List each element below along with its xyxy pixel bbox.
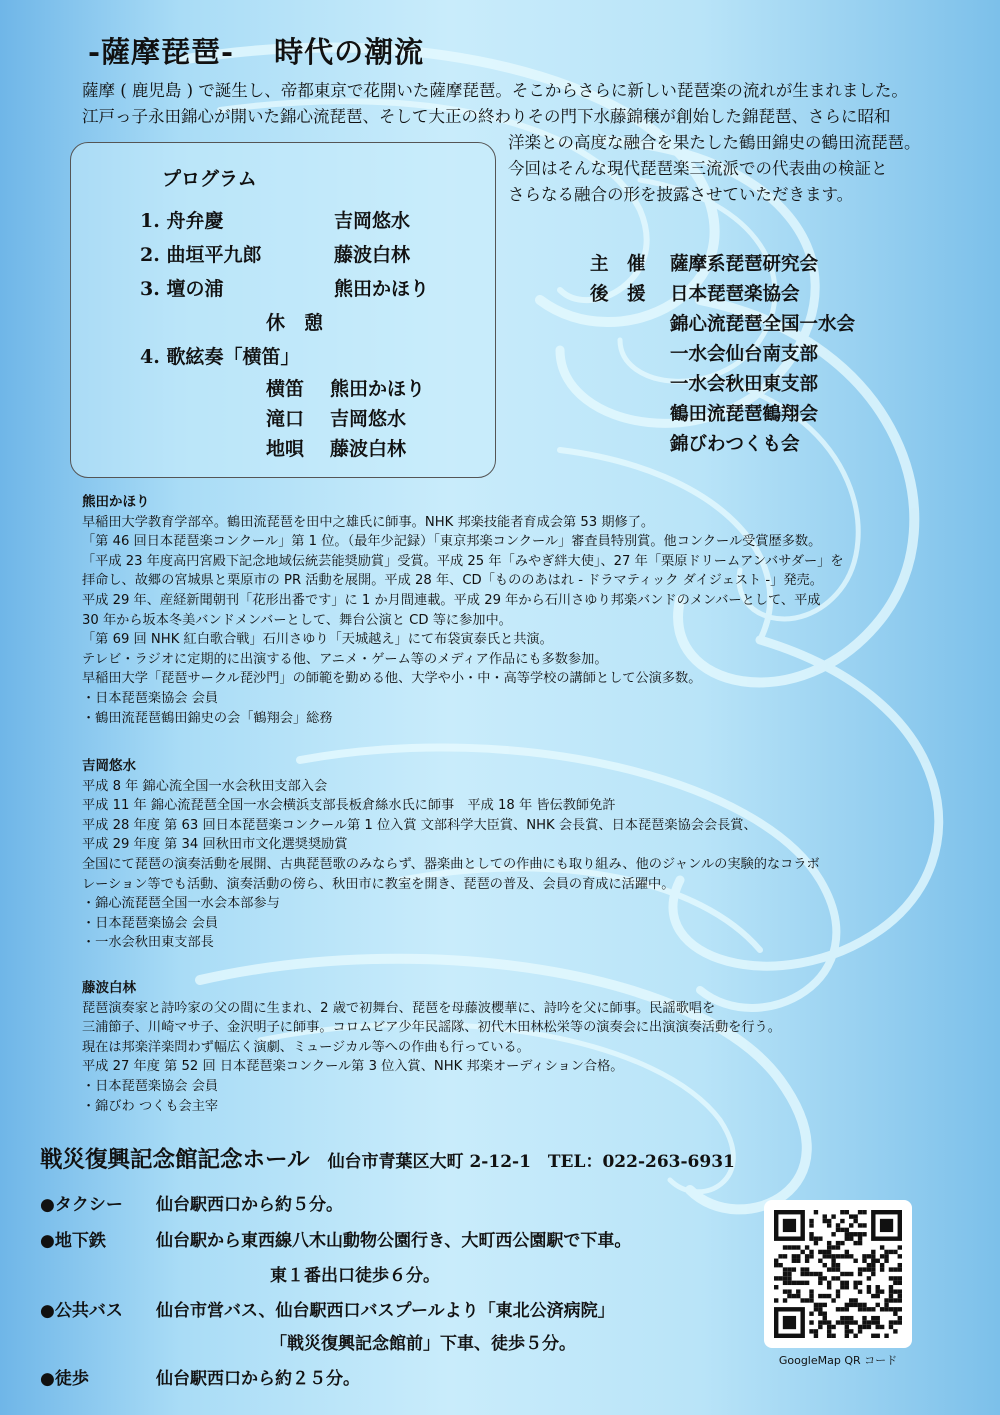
program-item: [140, 240, 261, 267]
bio-line: テレビ・ラジオに定期的に出演する他、アニメ・ゲーム等のメディア作品にも多数参加。: [82, 651, 608, 667]
bio-line: 早稲田大学教育学部卒。鶴田流琵琶を田中之雄氏に師事。NHK 邦楽技能者育成会第 53 期修了。: [82, 514, 655, 530]
bio-section: [82, 757, 820, 953]
bio-line: 平成 28 年度 第 63 回日本琵琶楽コンクール第 1 位入賞 文部科学大臣賞、NHK 会長賞、日本琵琶楽協会会長賞、: [82, 817, 757, 833]
sponsor-item: 一水会仙台南支部: [670, 344, 819, 365]
program-cast-name: 熊田かほり: [330, 378, 426, 400]
qr-code[interactable]: [764, 1200, 912, 1348]
bio-line: 30 年から坂本冬美バンドメンバーとして、舞台公演と CD 等に参加中。: [82, 612, 512, 628]
bio-line: 平成 29 年度 第 34 回秋田市文化選奨奨励賞: [82, 837, 348, 853]
program-break: 休 憩: [266, 312, 324, 334]
access-text-cont: 東１番出口徒歩６分。: [270, 1266, 440, 1286]
bio-line: ・日本琵琶楽協会 会員: [82, 1078, 219, 1094]
intro-line: 江戸っ子永田錦心が開いた錦心流琵琶、そして大正の終わりその門下水藤錦穣が創始した錦琵琶、さらに昭和: [82, 107, 891, 126]
bio-line: 「平成 23 年度高円宮殿下記念地域伝統芸能奨励賞」受賞。平成 25 年「みやぎ絆大使」、27 年「栗原ドリームアンバサダー」を: [82, 553, 844, 569]
bio-line: ・錦びわ つくも会主宰: [82, 1098, 219, 1114]
bio-section: [82, 493, 844, 728]
sponsor-label: 後 援: [590, 284, 646, 305]
program-item-performer: 熊田かほり: [334, 278, 430, 300]
access-text: 仙台市営バス、仙台駅西口バスプールより「東北公済病院」: [156, 1301, 615, 1321]
bio-line: 三浦節子、川崎マサ子、金沢明子に師事。コロムビア少年民謡隊、初代木田林松栄等の演奏会に出演演奏活動を行う。: [82, 1020, 781, 1036]
program-item-no: 4.: [140, 346, 160, 368]
venue-heading: [40, 1142, 735, 1174]
bio-line: 全国にて琵琶の演奏活動を展開、古典琵琶歌のみならず、器楽曲としての作曲にも取り組み、他のジャンルの実験的なコラボ: [82, 856, 820, 872]
sponsor-item: 一水会秋田東支部: [670, 374, 819, 395]
bio-line: ・一水会秋田東支部長: [82, 935, 214, 951]
access-item: [40, 1190, 343, 1215]
sponsor-item: 錦びわつくも会: [670, 434, 800, 455]
bio-line: 現在は邦楽洋楽問わず幅広く演劇、ミュージカル等への作曲も行っている。: [82, 1039, 530, 1055]
access-item: [40, 1296, 615, 1321]
program-item: [140, 274, 223, 301]
program-item-title: 歌絃奏「横笛」: [166, 346, 300, 368]
access-label: ●タクシー: [40, 1195, 123, 1215]
program-item-no: 2.: [140, 244, 160, 266]
bio-name: 吉岡悠水: [82, 758, 136, 774]
bio-line: ・日本琵琶楽協会 会員: [82, 915, 219, 931]
page-title: [88, 30, 424, 71]
qr-code-icon: [764, 1200, 912, 1348]
bio-line: 琵琶演奏家と詩吟家の父の間に生まれ、2 歳で初舞台、琵琶を母藤波櫻華に、詩吟を父に師事。民謡歌唱を: [82, 1000, 716, 1016]
access-text: 仙台駅西口から約２５分。: [156, 1369, 360, 1389]
program-item-no: 1.: [140, 210, 160, 232]
program-item-no: 3.: [140, 278, 160, 300]
bio-line: 早稲田大学「琵琶サークル琵沙門」の師範を勤める他、大学や小・中・高等学校の講師として公演多数。: [82, 671, 702, 687]
intro-line: さらなる融合の形を披露させていただきます。: [508, 185, 854, 204]
access-text-cont: 「戦災復興記念館前」下車、徒歩５分。: [270, 1334, 576, 1354]
program-item: [140, 206, 223, 233]
bio-line: 平成 8 年 錦心流全国一水会秋田支部入会: [82, 778, 328, 794]
bio-line: ・日本琵琶楽協会 会員: [82, 690, 219, 706]
bio-name: 熊田かほり: [82, 494, 150, 510]
program-item: [140, 342, 299, 369]
bio-line: 平成 11 年 錦心流琵琶全国一水会横浜支部長板倉絲水氏に師事 平成 18 年 皆伝教師免許: [82, 798, 616, 814]
bio-line: ・鶴田流琵琶鶴田錦史の会「鶴翔会」総務: [82, 710, 333, 726]
access-label: ●公共バス: [40, 1301, 123, 1321]
program-cast-name: 藤波白林: [330, 438, 407, 460]
qr-caption: GoogleMap QR コード: [778, 1354, 898, 1367]
program-cast-role: 横笛: [266, 378, 305, 400]
intro-line: 今回はそんな現代琵琶楽三流派での代表曲の検証と: [508, 159, 888, 178]
program-heading: プログラム: [162, 168, 257, 190]
sponsor-item: 日本琵琶楽協会: [670, 284, 800, 305]
bio-name: 藤波白林: [82, 980, 136, 996]
bio-line: 平成 27 年度 第 52 回 日本琵琶楽コンクール第 3 位入賞、NHK 邦楽オーディション合格。: [82, 1059, 624, 1075]
access-label: ●地下鉄: [40, 1231, 106, 1251]
bio-line: 平成 29 年、産経新聞朝刊「花形出番です」に 1 か月間連載。平成 29 年から石川さゆり邦楽バンドのメンバーとして、平成: [82, 592, 821, 608]
program-item-title: 曲垣平九郎: [166, 244, 262, 266]
organizer-row: [590, 250, 646, 276]
program-item-performer: 吉岡悠水: [334, 210, 411, 232]
access-item: [40, 1364, 360, 1389]
access-item: [40, 1226, 631, 1251]
venue-address: 仙台市青葉区大町 2-12-1 TEL：022-263-6931: [327, 1152, 735, 1172]
venue-name: 戦災復興記念館記念ホール: [40, 1147, 310, 1173]
intro-line: 薩摩 ( 鹿児島 ) で誕生し、帝都東京で花開いた薩摩琵琶。そこからさらに新しい琵琶楽の流れが生まれました。: [82, 81, 908, 100]
program-cast-name: 吉岡悠水: [330, 408, 407, 430]
bio-line: ・錦心流琵琶全国一水会本部参与: [82, 896, 280, 912]
access-label: ●徒歩: [40, 1369, 89, 1389]
intro-line: 洋楽との高度な融合を果たした鶴田錦史の鶴田流琵琶。: [508, 133, 921, 152]
organizer-label: 主 催: [590, 254, 646, 275]
bio-line: 拝命し、故郷の宮城県と栗原市の PR 活動を展開。平成 28 年、CD「もののあはれ - ドラマティック ダイジェスト -」発売。: [82, 573, 823, 589]
sponsor-item: 鶴田流琵琶鶴翔会: [670, 404, 819, 425]
title-sub: 時代の潮流: [274, 35, 425, 69]
program-cast-role: 地唄: [266, 438, 305, 460]
bio-section: [82, 979, 781, 1116]
bio-line: レーション等でも活動、演奏活動の傍ら、秋田市に教室を開き、琵琶の普及、会員の育成に活躍中。: [82, 876, 675, 892]
organizer-name: 薩摩系琵琶研究会: [670, 254, 819, 275]
title-main: -薩摩琵琶-: [88, 35, 235, 69]
program-item-title: 舟弁慶: [166, 210, 224, 232]
program-item-performer: 藤波白林: [334, 244, 411, 266]
bio-line: 「第 46 回日本琵琶楽コンクール」第 1 位。（最年少記録）「東京邦楽コンクール」審査員特別賞。他コンクール受賞歴多数。: [82, 534, 822, 550]
bio-line: 「第 69 回 NHK 紅白歌合戦」石川さゆり「天城越え」にて布袋寅泰氏と共演。: [82, 632, 553, 648]
program-item-title: 壇の浦: [166, 278, 224, 300]
access-text: 仙台駅西口から約５分。: [156, 1195, 343, 1215]
program-cast-role: 滝口: [266, 408, 305, 430]
sponsor-item: 錦心流琵琶全国一水会: [670, 314, 856, 335]
access-text: 仙台駅から東西線八木山動物公園行き、大町西公園駅で下車。: [156, 1231, 632, 1251]
